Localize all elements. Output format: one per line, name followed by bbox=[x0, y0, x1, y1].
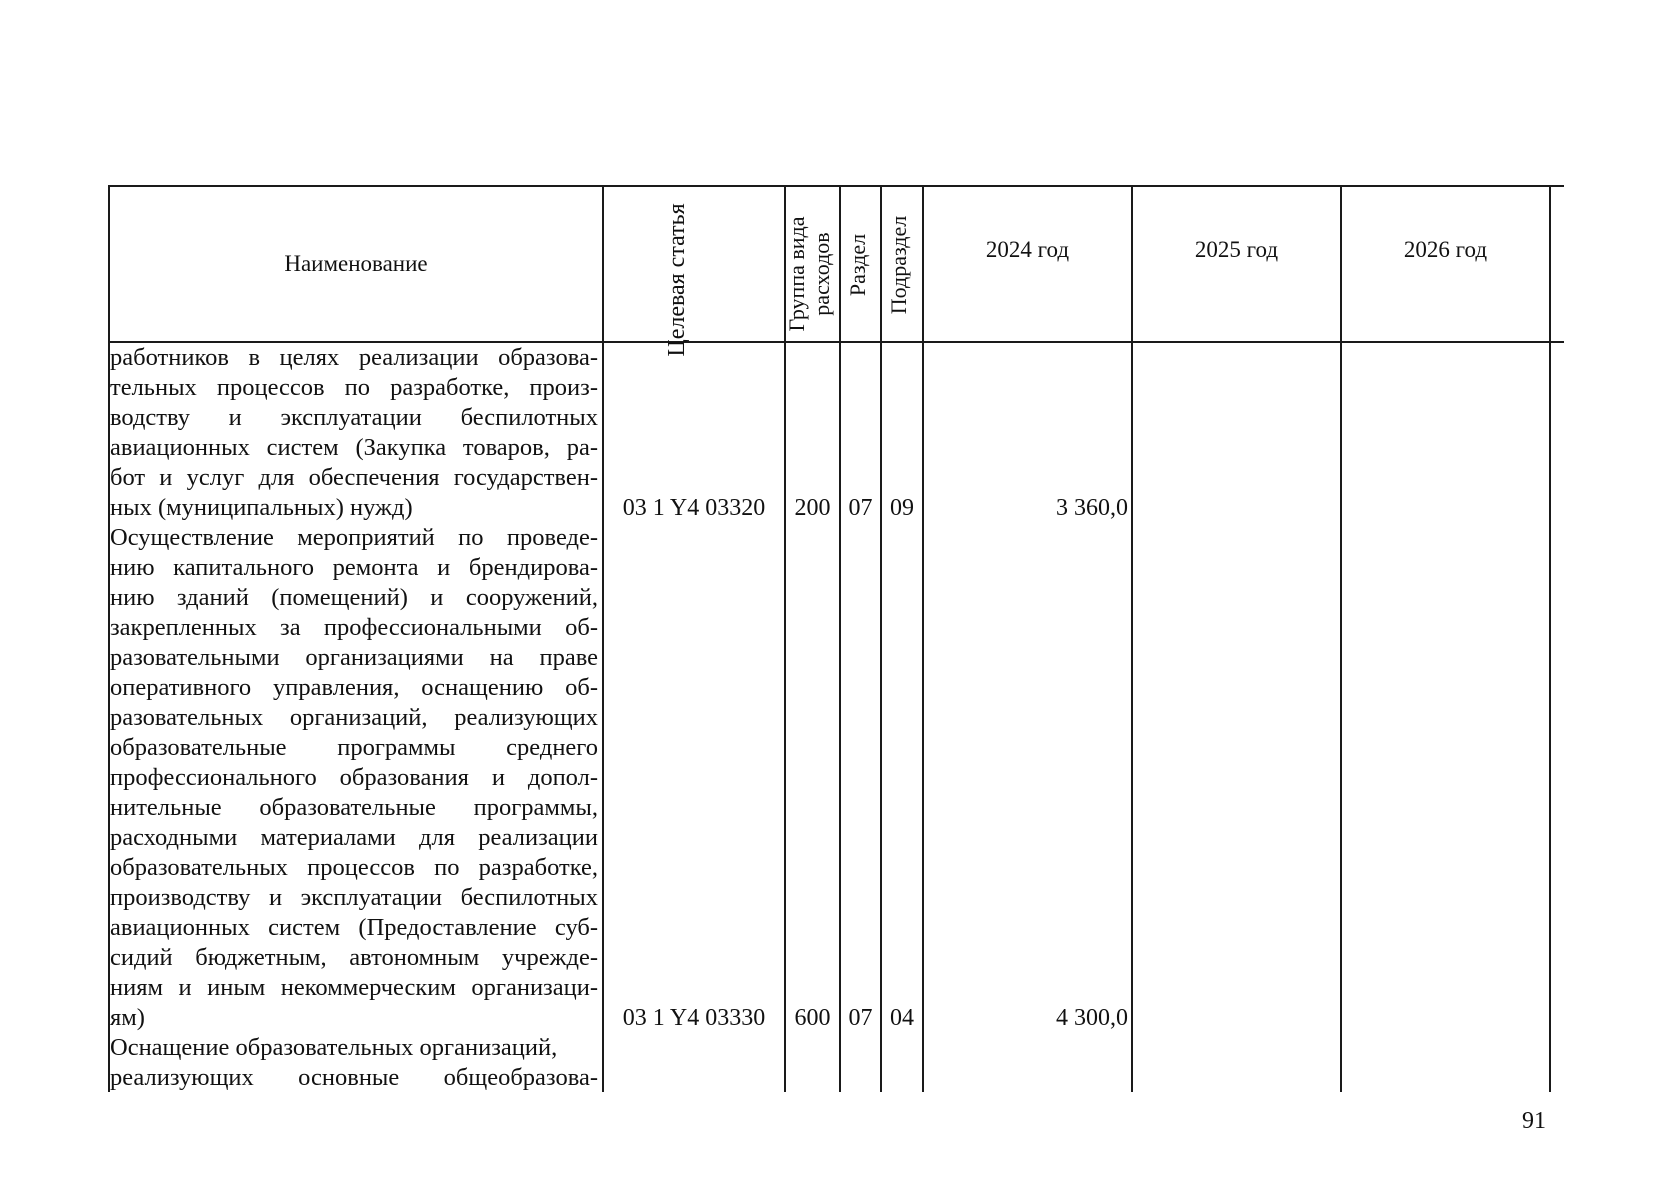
header-expense-group-text: Группа вида расходов bbox=[784, 216, 834, 332]
row-2-name-line: сидий бюджетным, автономным учрежде- bbox=[110, 944, 598, 971]
row-2-name-line: образовательные программы среднего bbox=[110, 734, 598, 761]
row-2-name-line: образовательных процессов по разработке, bbox=[110, 854, 598, 881]
row-2-name-line: Осуществление мероприятий по проведе- bbox=[110, 524, 598, 551]
header-subsection bbox=[886, 200, 916, 330]
col-divider-2024 bbox=[1131, 185, 1133, 1092]
row-1-expense-group: 200 bbox=[794, 495, 831, 521]
row-2-name-line: ям) bbox=[110, 1004, 145, 1031]
row-2-name-line: нию зданий (помещений) и сооружений, bbox=[110, 584, 598, 611]
header-target-article bbox=[663, 200, 723, 360]
row-2-target-article: 03 1 Y4 03330 bbox=[622, 1005, 766, 1031]
row-2-name-line: нительные образовательные программы, bbox=[110, 794, 598, 821]
col-divider-section bbox=[880, 185, 882, 1092]
header-2024: 2024 год bbox=[985, 237, 1070, 262]
header-name: Наименование bbox=[284, 251, 428, 276]
row-1-name-line: водству и эксплуатации беспилотных bbox=[110, 404, 598, 431]
row-2-name-line: профессионального образования и допол- bbox=[110, 764, 598, 791]
table-top-border bbox=[108, 185, 1564, 187]
row-2-name-line: ниям и иным некоммерческим организаци- bbox=[110, 974, 598, 1001]
row-2-name-line: закрепленных за профессиональными об- bbox=[110, 614, 598, 641]
row-1-year-2024: 3 360,0 bbox=[1056, 495, 1128, 521]
row-2-name-line: оперативного управления, оснащению об- bbox=[110, 674, 598, 701]
row-2-name-line: расходными материалами для реализации bbox=[110, 824, 598, 851]
header-target-article-text: Целевая статья bbox=[664, 203, 690, 357]
name-column bbox=[110, 343, 598, 1093]
row-3-name-line: Оснащение образовательных организаций, bbox=[110, 1034, 558, 1061]
row-1-target-article: 03 1 Y4 03320 bbox=[622, 495, 766, 521]
row-1-subsection: 09 bbox=[890, 495, 914, 521]
row-2-name-line: разовательными организациями на праве bbox=[110, 644, 598, 671]
row-1-name-line: тельных процессов по разработке, произ- bbox=[110, 374, 598, 401]
row-2-year-2024: 4 300,0 bbox=[1056, 1005, 1128, 1031]
header-2025: 2025 год bbox=[1194, 237, 1279, 262]
row-2-name-line: производству и эксплуатации беспилотных bbox=[110, 884, 598, 911]
row-2-expense-group: 600 bbox=[794, 1005, 831, 1031]
row-1-name-line: ных (муниципальных) нужд) bbox=[110, 494, 413, 521]
row-3-name-line: реализующих основные общеобразова- bbox=[110, 1064, 598, 1091]
header-subsection-text: Подраздел bbox=[886, 215, 911, 315]
header-section bbox=[845, 205, 875, 325]
col-divider-2025 bbox=[1340, 185, 1342, 1092]
col-divider-name bbox=[602, 185, 604, 1092]
row-2-name-line: нию капитального ремонта и брендирова- bbox=[110, 554, 598, 581]
col-divider-group bbox=[839, 185, 841, 1092]
row-2-name-line: авиационных систем (Предоставление суб- bbox=[110, 914, 598, 941]
row-2-section: 07 bbox=[848, 1005, 873, 1031]
row-1-name-line: авиационных систем (Закупка товаров, ра- bbox=[110, 434, 598, 461]
row-1-name-line: работников в целях реализации образова- bbox=[110, 344, 598, 371]
row-1-name-line: бот и услуг для обеспечения государствен- bbox=[110, 464, 598, 491]
page-number: 91 bbox=[1522, 1108, 1546, 1134]
row-1-section: 07 bbox=[848, 495, 873, 521]
header-section-text: Раздел bbox=[845, 233, 870, 297]
row-2-name-line: разовательных организаций, реализующих bbox=[110, 704, 598, 731]
col-divider-subsection bbox=[922, 185, 924, 1092]
table-right-border bbox=[1549, 185, 1551, 1092]
row-2-subsection: 04 bbox=[890, 1005, 914, 1031]
header-expense-group bbox=[784, 199, 836, 349]
header-2026: 2026 год bbox=[1403, 237, 1488, 262]
